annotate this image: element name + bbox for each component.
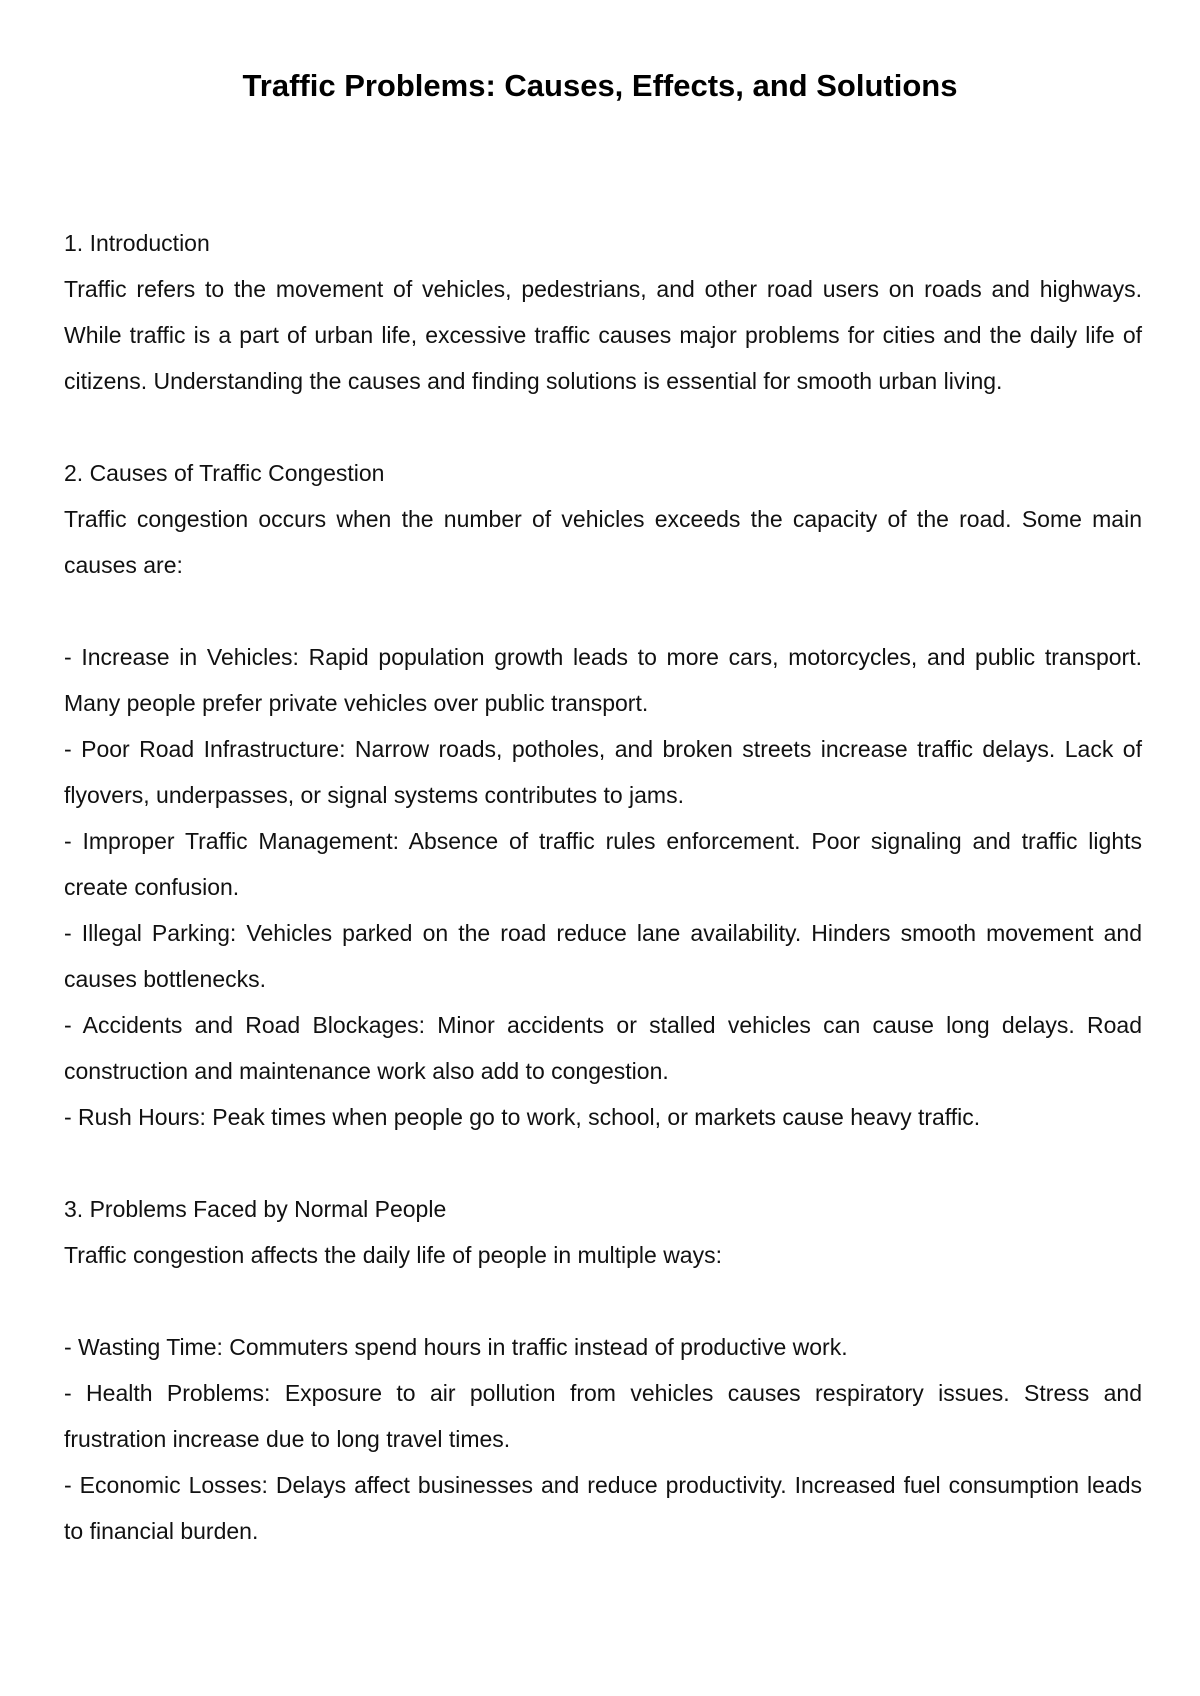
list-item: - Improper Traffic Management: Absence of traffic rules enforcement. Poor signaling and traffic lights create confusion. [64, 828, 1142, 900]
paragraph: Traffic refers to the movement of vehicles, pedestrians, and other road users on roads and highways. While traffic is a part of urban life, excessive traffic causes major problems for cities and the daily life of citizens. Understanding the causes and finding solutions is essential for smooth urban living. [64, 276, 1142, 394]
list-item: - Poor Road Infrastructure: Narrow roads, potholes, and broken streets increase traffic delays. Lack of flyovers, underpasses, or signal systems contributes to jams. [64, 736, 1142, 808]
spacer [64, 588, 1142, 634]
section-problems [64, 1186, 1142, 1554]
list-item: - Economic Losses: Delays affect businesses and reduce productivity. Increased fuel consumption leads to financial burden. [64, 1472, 1142, 1544]
section-heading: 3. Problems Faced by Normal People [64, 1196, 447, 1222]
document-title: Traffic Problems: Causes, Effects, and Solutions [242, 68, 958, 103]
section-intro: Traffic congestion affects the daily life of people in multiple ways: [64, 1242, 722, 1268]
list-item: - Increase in Vehicles: Rapid population growth leads to more cars, motorcycles, and public transport. Many people prefer private vehicles over public transport. [64, 644, 1142, 716]
list-item: - Accidents and Road Blockages: Minor accidents or stalled vehicles can cause long delays. Road construction and maintenance work also add to congestion. [64, 1012, 1142, 1084]
section-causes [64, 450, 1142, 1140]
section-intro: Traffic congestion occurs when the number of vehicles exceeds the capacity of the road. Some main causes are: [64, 506, 1142, 578]
list-item: - Rush Hours: Peak times when people go to work, school, or markets cause heavy traffic. [64, 1104, 981, 1130]
list-item: - Illegal Parking: Vehicles parked on the road reduce lane availability. Hinders smooth movement and causes bottlenecks. [64, 920, 1142, 992]
document-body [64, 220, 1142, 1554]
list-item: - Wasting Time: Commuters spend hours in traffic instead of productive work. [64, 1334, 848, 1360]
section-heading: 1. Introduction [64, 230, 210, 256]
spacer [64, 404, 1142, 450]
spacer [64, 1140, 1142, 1186]
spacer [64, 1278, 1142, 1324]
section-heading: 2. Causes of Traffic Congestion [64, 460, 385, 486]
section-introduction [64, 220, 1142, 404]
list-item: - Health Problems: Exposure to air pollution from vehicles causes respiratory issues. Stress and frustration increase due to long travel times. [64, 1380, 1142, 1452]
